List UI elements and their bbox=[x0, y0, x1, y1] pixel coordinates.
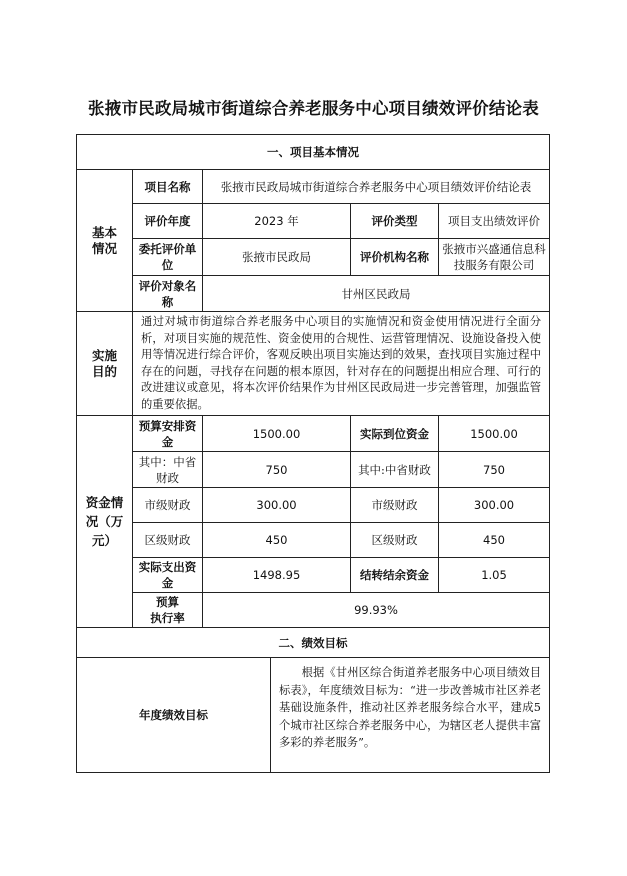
district-value-left-text: 450 bbox=[265, 533, 288, 547]
spent-label-text: 实际支出资金 bbox=[138, 560, 197, 590]
central-value-right-text: 750 bbox=[483, 462, 505, 477]
spent-value-text: 1498.95 bbox=[252, 568, 301, 582]
city-value-right bbox=[438, 487, 550, 523]
exec-rate-label bbox=[132, 592, 203, 628]
budget-value bbox=[202, 415, 351, 452]
annual-target-text bbox=[270, 657, 550, 773]
project-name-label bbox=[132, 169, 203, 204]
balance-label-text: 结转结余资金 bbox=[360, 568, 429, 582]
spent-label bbox=[132, 557, 203, 593]
district-label-left bbox=[132, 522, 203, 558]
district-value-right bbox=[438, 522, 550, 558]
purpose-label bbox=[76, 311, 133, 416]
purpose-label-text: 实施 目的 bbox=[91, 347, 117, 379]
actual-arrival-label-text: 实际到位资金 bbox=[360, 426, 429, 441]
eval-year-value bbox=[202, 203, 351, 239]
eval-object-value-text: 甘州区民政局 bbox=[341, 286, 411, 301]
central-value-right bbox=[438, 451, 550, 488]
central-label-right-text: 其中:中省财政 bbox=[358, 462, 431, 477]
district-value-right-text: 450 bbox=[483, 533, 505, 547]
exec-rate-value-text: 99.93% bbox=[354, 603, 398, 617]
district-label-right bbox=[350, 522, 439, 558]
purpose-text bbox=[132, 311, 550, 416]
project-name-value-text: 张掖市民政局城市街道综合养老服务中心项目绩效评价结论表 bbox=[220, 179, 532, 194]
central-value-left-text: 750 bbox=[265, 462, 288, 477]
exec-rate-label-text: 预算 执行率 bbox=[150, 595, 185, 625]
eval-object-value bbox=[202, 275, 550, 312]
annual-target-label bbox=[76, 657, 271, 773]
agency-name-label bbox=[350, 238, 439, 276]
budget-label-text: 预算安排资金 bbox=[138, 418, 197, 449]
document-title: 张掖市民政局城市街道综合养老服务中心项目绩效评价结论表 bbox=[88, 99, 539, 118]
balance-label bbox=[350, 557, 439, 593]
basic-info-label-text: 基本 情况 bbox=[91, 224, 117, 256]
entrust-unit-value-text: 张掖市民政局 bbox=[242, 250, 311, 264]
eval-type-value-text: 项目支出绩效评价 bbox=[448, 214, 540, 228]
district-value-left bbox=[202, 522, 351, 558]
actual-arrival-value-text: 1500.00 bbox=[470, 426, 518, 441]
budget-label bbox=[132, 415, 203, 452]
city-label-right-text: 市级财政 bbox=[371, 498, 418, 512]
entrust-unit-label-text: 委托评价单位 bbox=[138, 242, 197, 272]
section-header-basic-text: 一、项目基本情况 bbox=[267, 145, 359, 159]
actual-arrival-value bbox=[438, 415, 550, 452]
annual-target-label-text: 年度绩效目标 bbox=[139, 708, 208, 722]
section-header-target-text: 二、绩效目标 bbox=[278, 635, 348, 650]
balance-value-text: 1.05 bbox=[481, 568, 507, 582]
section-header-target bbox=[76, 627, 550, 658]
agency-name-label-text: 评价机构名称 bbox=[360, 250, 429, 264]
district-label-right-text: 区级财政 bbox=[371, 533, 418, 547]
central-label-left-text: 其中：中省财政 bbox=[138, 454, 197, 485]
balance-value bbox=[438, 557, 550, 593]
section-header-basic bbox=[76, 134, 550, 170]
exec-rate-value bbox=[202, 592, 550, 628]
district-label-left-text: 区级财政 bbox=[144, 533, 191, 547]
central-value-left bbox=[202, 451, 351, 488]
eval-year-label bbox=[132, 203, 203, 239]
city-value-right-text: 300.00 bbox=[473, 498, 515, 512]
eval-type-label bbox=[350, 203, 439, 239]
basic-info-label bbox=[76, 169, 133, 312]
entrust-unit-label bbox=[132, 238, 203, 276]
city-label-left bbox=[132, 487, 203, 523]
agency-name-value bbox=[438, 238, 550, 276]
funds-label-text: 资金情 况（万 元） bbox=[85, 495, 124, 548]
eval-type-label-text: 评价类型 bbox=[371, 214, 418, 228]
central-label-left bbox=[132, 451, 203, 488]
city-label-left-text: 市级财政 bbox=[144, 498, 191, 512]
eval-object-label-text: 评价对象名称 bbox=[138, 278, 197, 309]
project-name-label-text: 项目名称 bbox=[144, 179, 191, 194]
annual-target-text-content: 根据《甘州区综合街道养老服务中心项目绩效目标表》，年度绩效目标为：“进一步改善城市社区养老基础设施条件，推动社区养老服务综合水平，建成5个城市社区综合养老服务中心，为辖区老人提供丰富多彩的养老服务”。 bbox=[279, 666, 541, 749]
eval-year-label-text: 评价年度 bbox=[144, 214, 191, 228]
purpose-text-content: 通过对城市街道综合养老服务中心项目的实施情况和资金使用情况进行全面分析，对项目实施的规范性、资金使用的合规性、运营管理情况、设施设备投入使用等情况进行综合评价，客观反映出项目实施达到的效果，查找项目实施过程中存在的问题，寻找存在问题的根本原因，针对存在的问题提出相应合理、可行的改进建议或意见，将本次评价结果作为甘州区民政局进一步完善管理，加强监管的重要依据。 bbox=[141, 315, 541, 411]
project-name-value bbox=[202, 169, 550, 204]
spent-value bbox=[202, 557, 351, 593]
eval-object-label bbox=[132, 275, 203, 312]
central-label-right bbox=[350, 451, 439, 488]
budget-value-text: 1500.00 bbox=[252, 426, 301, 441]
city-value-left bbox=[202, 487, 351, 523]
city-label-right bbox=[350, 487, 439, 523]
eval-type-value bbox=[438, 203, 550, 239]
funds-label bbox=[76, 415, 133, 628]
city-value-left-text: 300.00 bbox=[256, 498, 297, 512]
agency-name-value-text: 张掖市兴盛通信息科技服务有限公司 bbox=[442, 242, 546, 272]
eval-year-value-text: 2023 年 bbox=[254, 214, 299, 228]
entrust-unit-value bbox=[202, 238, 351, 276]
actual-arrival-label bbox=[350, 415, 439, 452]
